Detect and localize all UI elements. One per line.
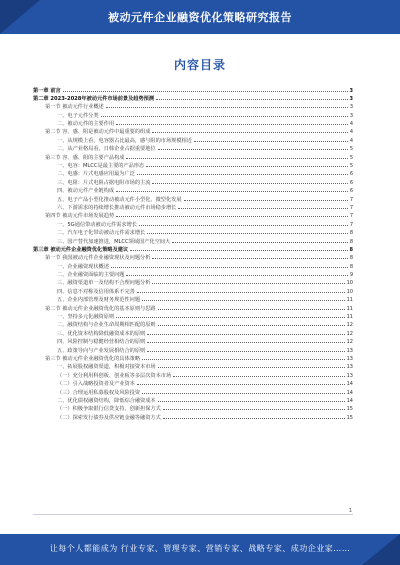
toc-entry-page: 10 bbox=[346, 288, 353, 295]
toc-entry-label: 一、5G通信带动被动元件需求增长 bbox=[57, 221, 137, 228]
toc-entry[interactable] bbox=[33, 396, 353, 404]
toc-leader-dots bbox=[142, 388, 345, 394]
toc-entry[interactable] bbox=[33, 380, 353, 388]
toc-leader-dots bbox=[158, 363, 345, 369]
toc-entry-label: 三、电阻：片式电阻占据电阻市场的主流 bbox=[57, 179, 151, 186]
toc-entry-label: 第二节 容、感、阻是被动元件中最重要的组成 bbox=[45, 129, 151, 136]
toc-leader-dots bbox=[178, 203, 347, 209]
toc-entry-label: 第一章 前言 bbox=[33, 87, 61, 94]
toc-entry-page: 8 bbox=[349, 246, 353, 253]
toc-entry[interactable] bbox=[33, 371, 353, 379]
toc-entry[interactable] bbox=[33, 363, 353, 371]
toc-entry-label: 第一节 我国被动元件企业融资现状及问题分析 bbox=[45, 255, 151, 262]
toc-entry-page: 11 bbox=[346, 305, 353, 312]
toc-entry[interactable] bbox=[33, 271, 353, 279]
toc-entry-page: 7 bbox=[349, 204, 353, 211]
toc-entry-page: 11 bbox=[346, 314, 353, 321]
toc-entry-page: 7 bbox=[349, 221, 353, 228]
toc-entry[interactable] bbox=[33, 229, 353, 237]
footer-slogan: 让每个人都能成为 行业专家、管理专家、营销专家、战略专家、成功企业家…… bbox=[49, 544, 351, 553]
toc-entry-page: 7 bbox=[349, 213, 353, 220]
toc-leader-dots bbox=[147, 338, 344, 344]
footer-divider bbox=[33, 514, 353, 515]
toc-entry[interactable] bbox=[33, 287, 353, 295]
toc-entry-page: 15 bbox=[346, 406, 353, 413]
toc-entry[interactable] bbox=[33, 220, 353, 228]
toc-leader-dots bbox=[142, 355, 345, 361]
page-number: 1 bbox=[348, 508, 352, 514]
page-footer bbox=[0, 534, 400, 565]
toc-entry-page: 13 bbox=[346, 356, 353, 362]
toc-entry-page: 14 bbox=[346, 397, 353, 404]
toc-leader-dots bbox=[158, 145, 348, 151]
toc-entry-page: 5 bbox=[349, 146, 353, 153]
toc-entry-label: 三、融资渠道单一及结构不合理问题分析 bbox=[57, 280, 151, 287]
toc-entry-label: 二、优化债权融资结构，降低综合融资成本 bbox=[57, 397, 156, 404]
toc-entry[interactable] bbox=[33, 304, 353, 312]
toc-entry[interactable] bbox=[33, 195, 353, 203]
toc-entry-label: 第三章 被动元件企业融资优化策略及建议 bbox=[33, 246, 129, 253]
table-of-contents bbox=[33, 86, 353, 422]
toc-entry-page: 3 bbox=[349, 87, 353, 94]
toc-entry-page: 4 bbox=[349, 129, 353, 136]
toc-leader-dots bbox=[142, 296, 345, 302]
toc-entry-page: 11 bbox=[346, 297, 353, 304]
toc-entry-label: 五、电子产品小型化推动被动元件小型化、微型化发展 bbox=[57, 196, 182, 203]
toc-leader-dots bbox=[63, 86, 348, 92]
toc-entry-label: 五、企业内部管理及财务规范性问题 bbox=[57, 297, 141, 304]
toc-leader-dots bbox=[116, 212, 348, 218]
toc-entry[interactable] bbox=[33, 178, 353, 186]
toc-entry[interactable] bbox=[33, 162, 353, 170]
toc-entry[interactable] bbox=[33, 128, 353, 136]
toc-leader-dots bbox=[147, 229, 348, 235]
toc-leader-dots bbox=[137, 287, 345, 293]
toc-entry[interactable] bbox=[33, 413, 353, 421]
toc-leader-dots bbox=[137, 380, 345, 386]
toc-entry[interactable] bbox=[33, 245, 353, 253]
toc-entry-page: 13 bbox=[346, 347, 353, 354]
toc-entry[interactable] bbox=[33, 187, 353, 195]
toc-entry-label: 一、电子元件分类 bbox=[57, 112, 99, 119]
toc-leader-dots bbox=[163, 413, 345, 419]
toc-leader-dots bbox=[137, 170, 348, 176]
toc-leader-dots bbox=[158, 304, 345, 310]
toc-entry-page: 5 bbox=[349, 163, 353, 170]
toc-leader-dots bbox=[126, 153, 347, 159]
toc-leader-dots bbox=[126, 271, 347, 277]
toc-entry[interactable] bbox=[33, 237, 353, 245]
toc-entry[interactable] bbox=[33, 120, 353, 128]
toc-leader-dots bbox=[172, 237, 348, 243]
toc-entry[interactable] bbox=[33, 313, 353, 321]
toc-entry-label: 一、拓展股权融资渠道，积极对接资本市场 bbox=[57, 364, 156, 371]
toc-entry[interactable] bbox=[33, 86, 353, 94]
toc-entry-label: 四、信息不对称及信用体系不完善 bbox=[57, 288, 135, 295]
toc-entry[interactable] bbox=[33, 338, 353, 346]
toc-leader-dots bbox=[139, 220, 348, 226]
toc-entry[interactable] bbox=[33, 103, 353, 111]
toc-entry-page: 12 bbox=[346, 322, 353, 329]
toc-leader-dots bbox=[158, 396, 345, 402]
toc-entry-label: 二、被动元件的主要作用 bbox=[57, 121, 115, 128]
toc-entry-page: 12 bbox=[346, 330, 353, 337]
toc-entry[interactable] bbox=[33, 111, 353, 119]
toc-entry[interactable] bbox=[33, 170, 353, 178]
toc-entry-page: 6 bbox=[349, 171, 353, 178]
toc-entry-label: （一）充分利用科创板、创业板等多层次资本市场 bbox=[57, 372, 172, 379]
toc-leader-dots bbox=[116, 313, 345, 319]
toc-entry-label: 三、优化资本结构降低融资成本的原则 bbox=[57, 330, 146, 337]
toc-entry-page: 7 bbox=[349, 196, 353, 203]
toc-entry-page: 8 bbox=[349, 230, 353, 237]
toc-heading: 内容目录 bbox=[173, 58, 226, 72]
toc-entry-page: 8 bbox=[349, 238, 353, 245]
toc-entry-label: 二、融资结构与企业生命周期相匹配的原则 bbox=[57, 322, 156, 329]
toc-entry[interactable] bbox=[33, 321, 353, 329]
toc-entry[interactable] bbox=[33, 94, 353, 102]
toc-entry[interactable] bbox=[33, 145, 353, 153]
toc-entry-page: 10 bbox=[346, 280, 353, 287]
toc-entry-label: 四、被动元件产业链构成 bbox=[57, 188, 115, 195]
toc-leader-dots bbox=[147, 329, 344, 335]
toc-leader-dots bbox=[152, 254, 347, 260]
toc-entry-label: 六、下游需求的持续增长推动被动元件市场稳步增长 bbox=[57, 204, 177, 211]
toc-leader-dots bbox=[146, 162, 348, 168]
toc-leader-dots bbox=[173, 371, 344, 377]
toc-leader-dots bbox=[106, 103, 348, 109]
toc-entry-label: 第一节 被动元件行业概述 bbox=[45, 104, 104, 111]
toc-entry-label: 二、电感：片式电感应用最为广泛 bbox=[57, 171, 135, 178]
toc-entry[interactable] bbox=[33, 355, 353, 363]
toc-entry-page: 13 bbox=[346, 364, 353, 371]
toc-entry-label: （二）引入战略投资者及产业资本 bbox=[57, 381, 135, 388]
toc-entry[interactable] bbox=[33, 136, 353, 144]
toc-entry-page: 14 bbox=[346, 381, 353, 388]
page-header bbox=[0, 0, 400, 34]
toc-entry-label: 四、风险控制与稳健经营相结合的原则 bbox=[57, 339, 146, 346]
toc-entry[interactable] bbox=[33, 329, 353, 337]
toc-leader-dots bbox=[111, 262, 348, 268]
toc-entry-page: 8 bbox=[349, 263, 353, 270]
toc-entry[interactable] bbox=[33, 405, 353, 413]
toc-leader-dots bbox=[152, 128, 347, 134]
toc-entry-label: 三、国产替代加速推进，MLCC领域国产化空间大 bbox=[57, 238, 171, 245]
toc-entry-page: 5 bbox=[349, 154, 353, 161]
toc-entry-label: 五、政策导向与产业发展相结合的原则 bbox=[57, 347, 146, 354]
toc-entry-label: 第三节 被动元件企业融资优化的具体策略 bbox=[45, 356, 141, 362]
footer-decoration bbox=[362, 534, 400, 565]
toc-entry-page: 3 bbox=[349, 112, 353, 119]
toc-leader-dots bbox=[194, 136, 348, 142]
toc-leader-dots bbox=[152, 279, 344, 285]
toc-entry-page: 4 bbox=[349, 121, 353, 128]
toc-entry-page: 13 bbox=[346, 372, 353, 379]
toc-entry-label: 第二节 被动元件企业融资优化的基本原则与思路 bbox=[45, 305, 156, 312]
toc-entry-page: 3 bbox=[349, 95, 353, 102]
toc-entry-page: 9 bbox=[349, 272, 353, 279]
toc-leader-dots bbox=[116, 120, 348, 126]
toc-entry[interactable] bbox=[33, 388, 353, 396]
toc-entry-label: 第四节 被动元件市场发展趋势 bbox=[45, 213, 115, 220]
toc-entry-label: 二、企业融资面临的主要问题 bbox=[57, 272, 125, 279]
toc-leader-dots bbox=[163, 405, 345, 411]
toc-leader-dots bbox=[152, 178, 347, 184]
toc-entry[interactable] bbox=[33, 203, 353, 211]
toc-entry-label: 一、电容：MLCC是最主要的产品形态 bbox=[57, 163, 145, 170]
toc-entry[interactable] bbox=[33, 346, 353, 354]
toc-entry[interactable] bbox=[33, 262, 353, 270]
toc-entry[interactable] bbox=[33, 279, 353, 287]
toc-entry-page: 14 bbox=[346, 389, 353, 396]
toc-entry-page: 8 bbox=[349, 255, 353, 262]
toc-entry-page: 15 bbox=[346, 414, 353, 421]
toc-entry-label: 一、从规模上看，电容器占比最高，感与阻的市场规模相近 bbox=[57, 137, 192, 144]
toc-leader-dots bbox=[156, 94, 347, 100]
toc-leader-dots bbox=[101, 111, 348, 117]
toc-entry-label: 一、企业融资现状概述 bbox=[57, 263, 109, 270]
toc-entry-label: 一、坚持多元化融资原则 bbox=[57, 314, 115, 321]
toc-entry-label: 二、汽车电子化带动被动元件需求增长 bbox=[57, 230, 146, 237]
toc-entry[interactable] bbox=[33, 296, 353, 304]
toc-entry-page: 6 bbox=[349, 179, 353, 186]
toc-leader-dots bbox=[147, 346, 344, 352]
toc-leader-dots bbox=[130, 245, 347, 251]
report-title: 被动元件企业融资优化策略研究报告 bbox=[108, 11, 292, 24]
toc-entry-page: 3 bbox=[349, 104, 353, 111]
toc-leader-dots bbox=[116, 187, 348, 193]
toc-entry-label: （三）合理运用私募股权及风险投资 bbox=[57, 389, 141, 396]
toc-entry-label: 第三节 容、感、阻的主要产品构成 bbox=[45, 154, 125, 161]
toc-entry-page: 12 bbox=[346, 339, 353, 346]
toc-entry-label: 第二章 2023-2028年被动元件市场前景及趋势预测 bbox=[33, 95, 155, 102]
toc-entry[interactable] bbox=[33, 153, 353, 161]
toc-entry-label: （二）探索发行债券及供应链金融等融资方式 bbox=[57, 414, 161, 421]
toc-leader-dots bbox=[158, 321, 345, 327]
toc-entry-page: 6 bbox=[349, 188, 353, 195]
toc-entry-label: 二、从产业格局看，日韩企业占据重要地位 bbox=[57, 146, 156, 153]
toc-entry-label: （一）积极争取银行信贷支持，创新担保方式 bbox=[57, 406, 161, 413]
toc-leader-dots bbox=[184, 195, 348, 201]
toc-entry[interactable] bbox=[33, 254, 353, 262]
toc-entry-page: 4 bbox=[349, 137, 353, 144]
toc-entry[interactable] bbox=[33, 212, 353, 220]
